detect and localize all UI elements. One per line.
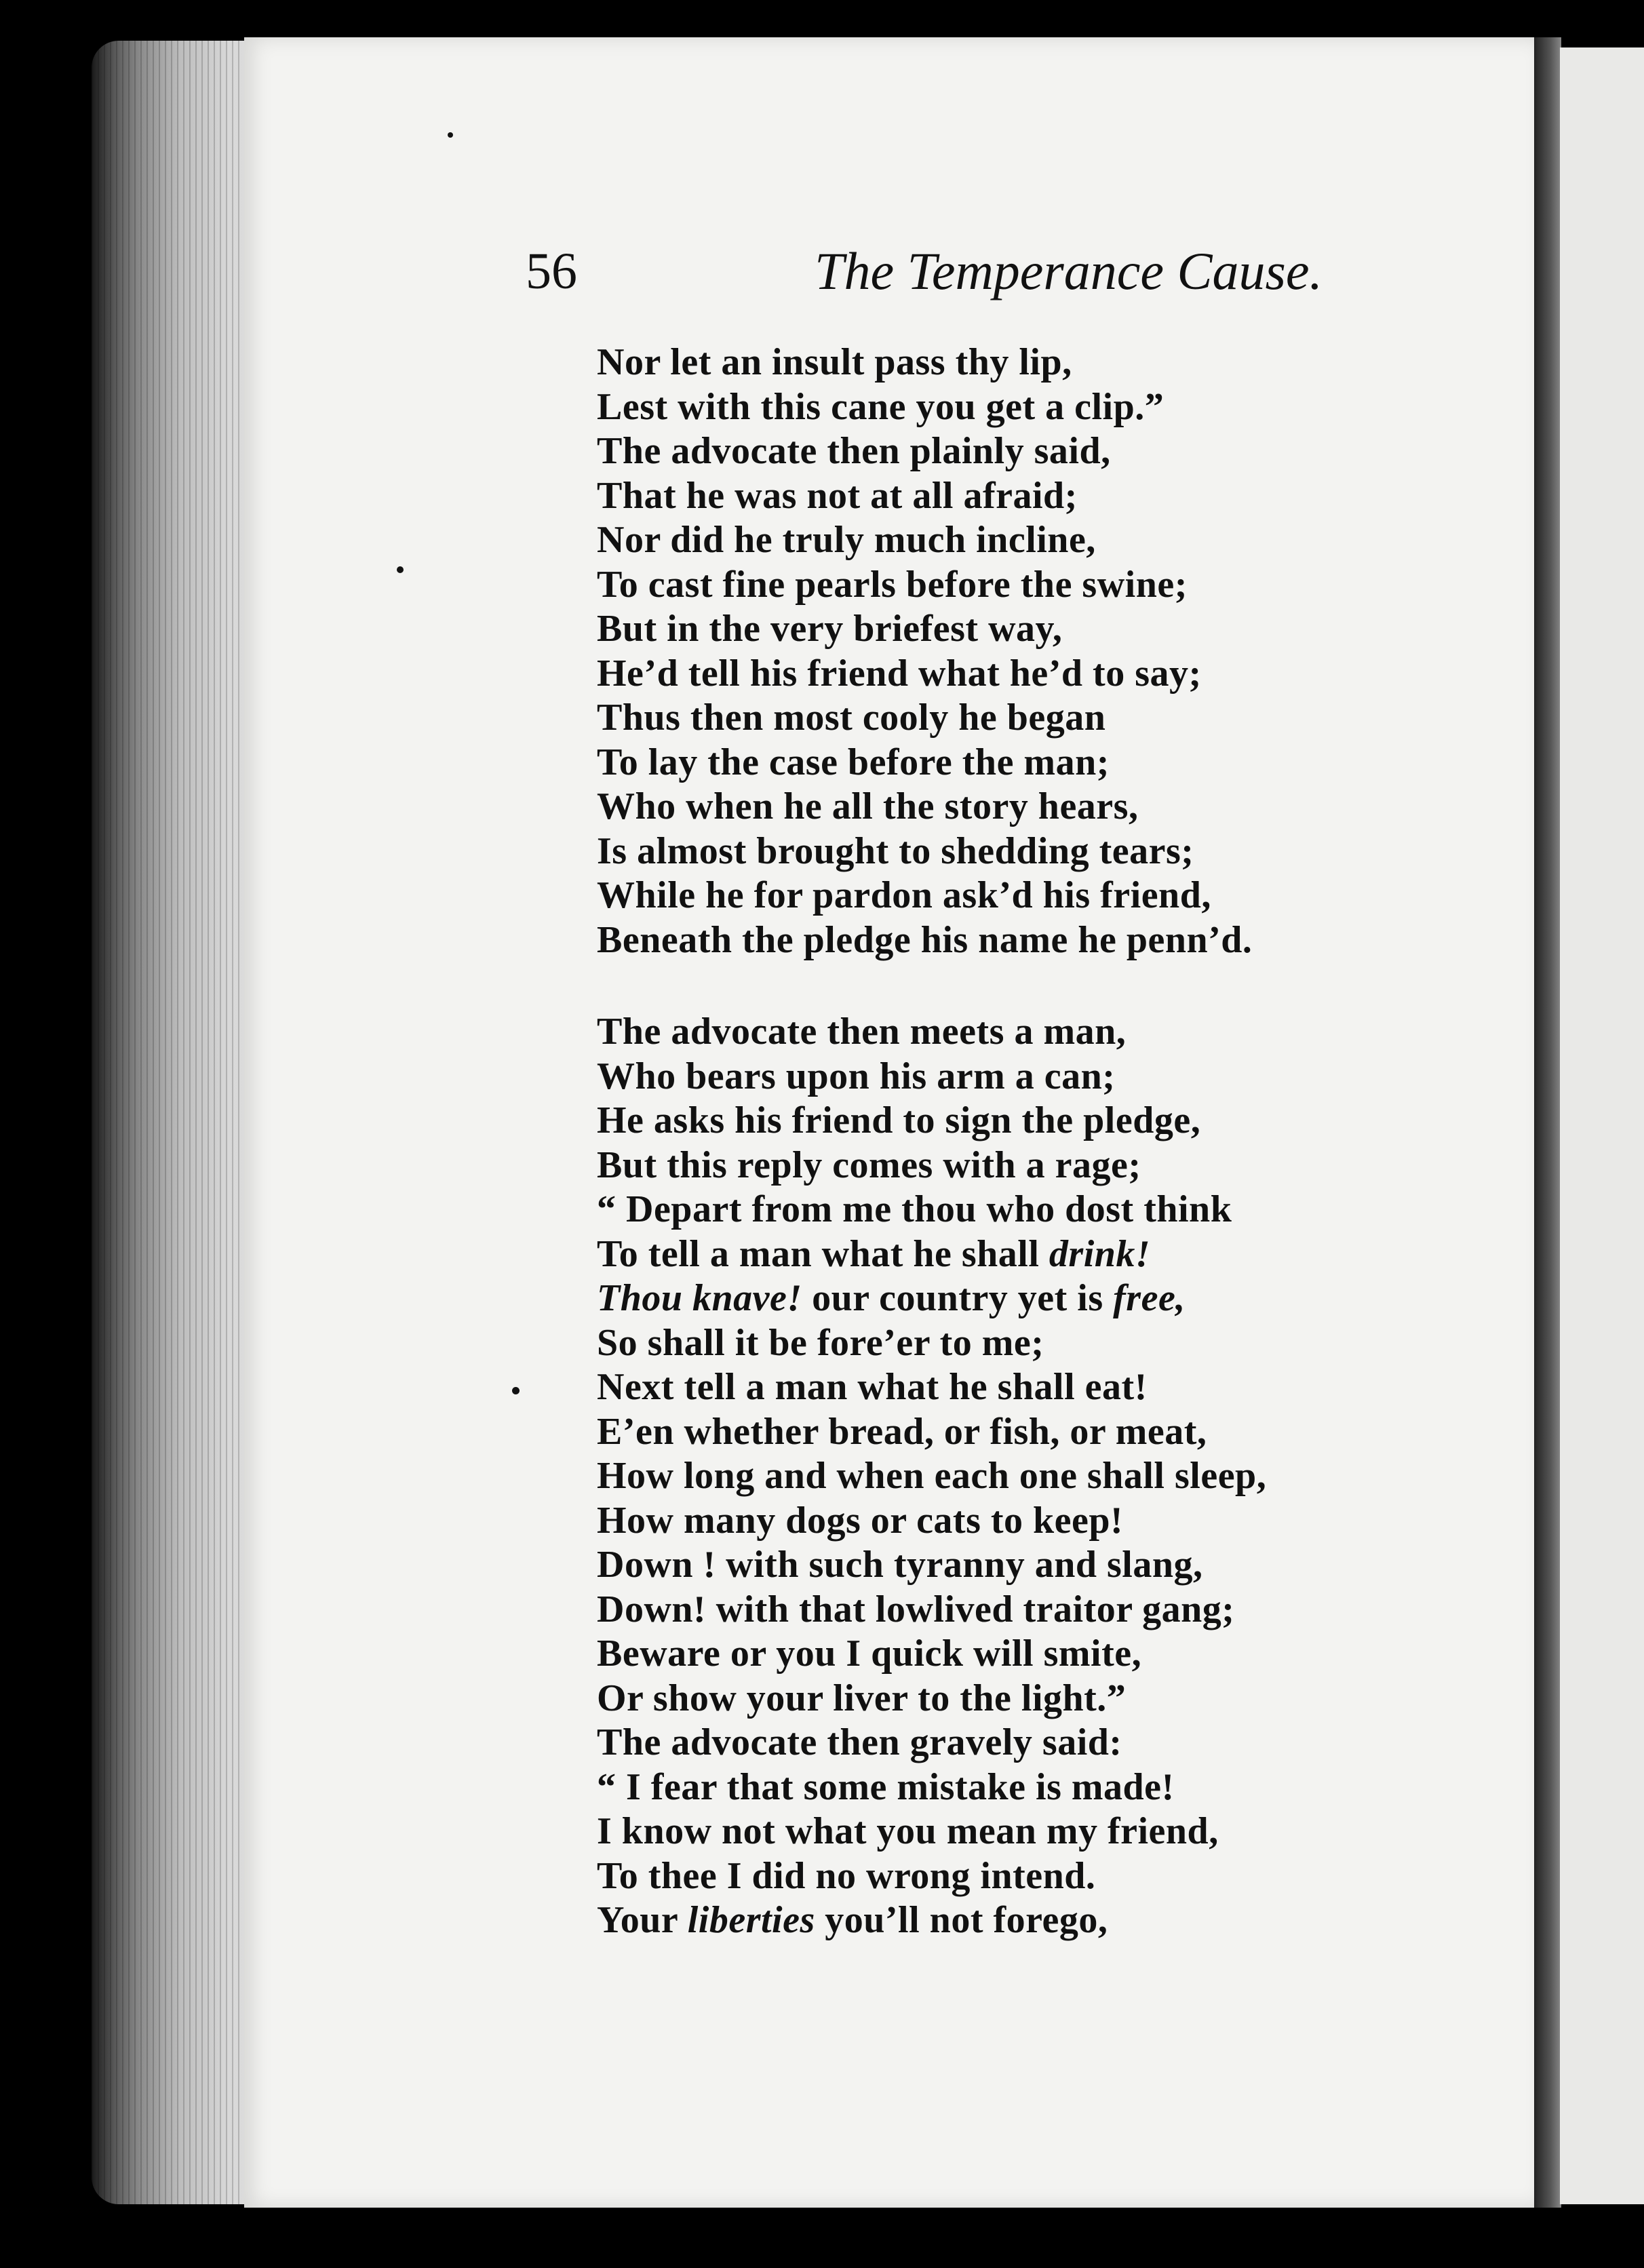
- poem-line: While he for pardon ask’d his friend,: [597, 874, 1211, 916]
- page-number: 56: [526, 243, 577, 300]
- poem-line: Is almost brought to shedding tears;: [597, 829, 1194, 872]
- poem-body: [597, 340, 1499, 1943]
- ink-speck: [397, 566, 404, 573]
- poem-line: The advocate then meets a man,: [597, 1011, 1127, 1053]
- facing-page-edge: [1560, 47, 1644, 2204]
- poem-line: That he was not at all afraid;: [597, 474, 1078, 517]
- poem-line: To cast fine pearls before the swine;: [597, 563, 1188, 606]
- poem-line: Thus then most cooly he began: [597, 697, 1106, 739]
- emphasis-free: free,: [1113, 1277, 1186, 1319]
- poem-line: So shall it be fore’er to me;: [597, 1321, 1044, 1364]
- poem-line: “ Depart from me thou who dost think: [597, 1188, 1232, 1230]
- poem-line: [597, 1232, 1499, 1277]
- poem-line-text: our country yet is: [802, 1277, 1114, 1319]
- poem-line: He asks his friend to sign the pledge,: [597, 1099, 1201, 1141]
- poem-line: Or show your liver to the light.”: [597, 1677, 1127, 1719]
- poem-line: Nor let an insult pass thy lip,: [597, 341, 1072, 383]
- poem-line: Beware or you I quick will smite,: [597, 1632, 1142, 1675]
- ink-speck: [512, 1387, 520, 1394]
- poem-line: To lay the case before the man;: [597, 741, 1110, 783]
- gutter-shadow: [1534, 37, 1561, 2208]
- running-title: The Temperance Cause.: [815, 241, 1323, 300]
- poem-line: But in the very briefest way,: [597, 608, 1063, 650]
- poem-line: Nor did he truly much incline,: [597, 519, 1096, 561]
- poem-line: The advocate then plainly said,: [597, 430, 1111, 472]
- poem-line: Down ! with such tyranny and slang,: [597, 1544, 1203, 1586]
- poem-line: How long and when each one shall sleep,: [597, 1455, 1267, 1497]
- poem-line: Beneath the pledge his name he penn’d.: [597, 918, 1253, 961]
- poem-line-text: you’ll not forego,: [815, 1899, 1108, 1941]
- stanza-2: [597, 1010, 1499, 1943]
- poem-line: The advocate then gravely said:: [597, 1721, 1122, 1763]
- poem-line-text: Your: [597, 1899, 688, 1941]
- poem-line: [597, 1898, 1499, 1943]
- poem-line: Next tell a man what he shall eat!: [597, 1366, 1148, 1408]
- emphasis-liberties: liberties: [687, 1899, 815, 1941]
- poem-line: But this reply comes with a rage;: [597, 1143, 1141, 1186]
- poem-line: I know not what you mean my friend,: [597, 1810, 1219, 1852]
- poem-line: E’en whether bread, or fish, or meat,: [597, 1410, 1207, 1453]
- poem-line: How many dogs or cats to keep!: [597, 1499, 1124, 1542]
- poem-line: Lest with this cane you get a clip.”: [597, 385, 1164, 428]
- poem-line: He’d tell his friend what he’d to say;: [597, 652, 1202, 695]
- poem-line: [597, 1276, 1499, 1321]
- ink-speck: [448, 132, 453, 138]
- poem-line: Who bears upon his arm a can;: [597, 1055, 1116, 1097]
- running-head: [526, 231, 1323, 312]
- poem-line: Who when he all the story hears,: [597, 785, 1139, 827]
- poem-line-text: To tell a man what he shall: [597, 1232, 1049, 1275]
- poem-line: To thee I did no wrong intend.: [597, 1854, 1096, 1897]
- emphasis-drink: drink!: [1049, 1232, 1151, 1275]
- emphasis-thou-knave: Thou knave!: [597, 1277, 802, 1319]
- poem-line: Down! with that lowlived traitor gang;: [597, 1588, 1235, 1630]
- stanza-1: [597, 340, 1499, 962]
- poem-line: “ I fear that some mistake is made!: [597, 1765, 1175, 1808]
